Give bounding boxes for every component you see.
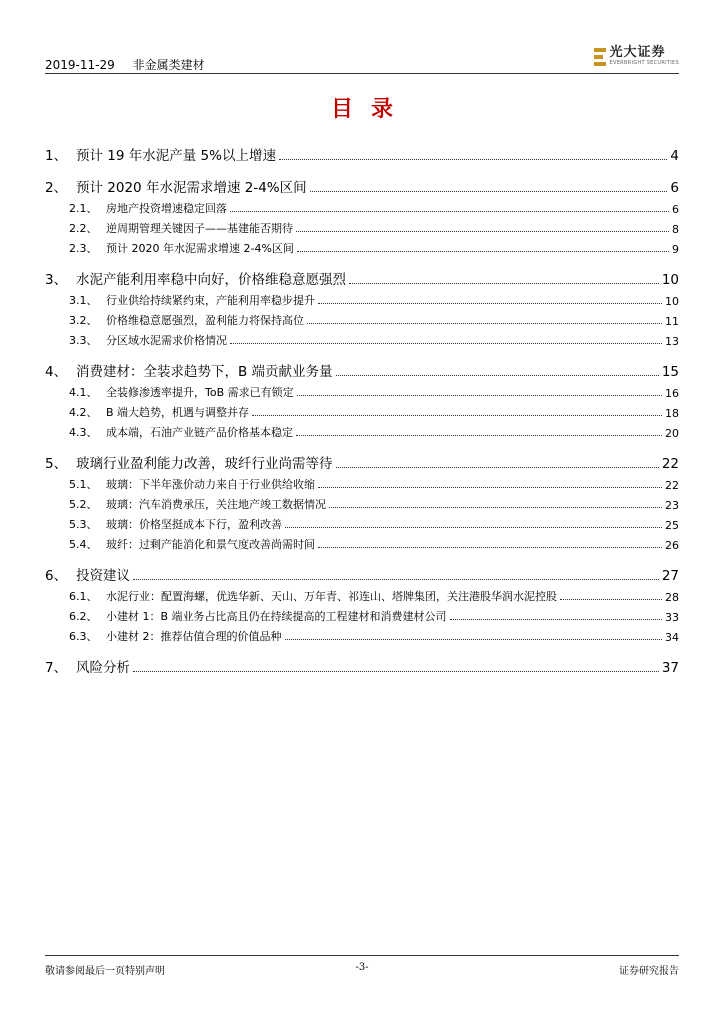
toc-number: 3.1、	[69, 294, 98, 307]
toc-subsection[interactable]	[45, 624, 679, 644]
page-number: -3-	[355, 962, 369, 973]
toc-leader-dots	[336, 375, 659, 376]
toc-page-number: 8	[672, 223, 679, 236]
toc-title: 预计 19 年水泥产量 5%以上增速	[76, 148, 276, 164]
toc-number: 7、	[45, 660, 68, 676]
toc-title: 水泥行业：配置海螺，优选华新、天山、万年青、祁连山、塔牌集团，关注港股华润水泥控股	[106, 590, 557, 603]
toc-leader-dots	[349, 283, 659, 284]
toc-title: 水泥产能利用率稳中向好，价格维稳意愿强烈	[76, 272, 346, 288]
toc-page-number: 22	[665, 479, 679, 492]
report-category: 非金属类建材	[132, 58, 205, 72]
toc-title: 消费建材：全装求趋势下，B 端贡献业务量	[76, 364, 333, 380]
toc-title: 玻璃：下半年涨价动力来自于行业供给收缩	[106, 478, 315, 491]
logo-mark-icon	[594, 48, 606, 66]
company-logo	[594, 46, 679, 67]
toc-page-number: 22	[661, 456, 679, 472]
toc-page-number: 6	[672, 203, 679, 216]
toc-page-number: 6	[670, 180, 679, 196]
toc-subsection[interactable]	[45, 584, 679, 604]
footer-report-type: 证券研究报告	[619, 966, 679, 977]
toc-page-number: 25	[665, 519, 679, 532]
toc-leader-dots	[230, 211, 669, 212]
toc-page-number: 23	[665, 499, 679, 512]
toc-subsection[interactable]	[45, 420, 679, 440]
toc-leader-dots	[133, 671, 659, 672]
toc-title: 全装修渗透率提升，ToB 需求已有锁定	[106, 386, 294, 399]
toc-number: 6、	[45, 568, 68, 584]
toc-leader-dots	[450, 619, 662, 620]
toc-section[interactable]	[45, 560, 679, 584]
toc-section[interactable]	[45, 264, 679, 288]
toc-section[interactable]	[45, 140, 679, 164]
toc-number: 5.4、	[69, 538, 98, 551]
toc-leader-dots	[318, 303, 662, 304]
toc-number: 3.3、	[69, 334, 98, 347]
toc-leader-dots	[307, 323, 662, 324]
toc-subsection[interactable]	[45, 328, 679, 348]
toc-subsection[interactable]	[45, 492, 679, 512]
toc-page-number: 15	[661, 364, 679, 380]
toc-title: 预计 2020 年水泥需求增速 2-4%区间	[76, 180, 307, 196]
toc-title: 投资建议	[76, 568, 130, 584]
toc-leader-dots	[252, 415, 662, 416]
toc-section[interactable]	[45, 356, 679, 380]
toc-page-number: 20	[665, 427, 679, 440]
toc-subsection[interactable]	[45, 532, 679, 552]
toc-page-number: 37	[661, 660, 679, 676]
toc-leader-dots	[285, 527, 662, 528]
toc-section[interactable]	[45, 172, 679, 196]
page-title: 目录	[330, 97, 411, 122]
toc-page-number: 33	[665, 611, 679, 624]
toc-title: 行业供给持续紧约束，产能利用率稳步提升	[106, 294, 315, 307]
toc-title: 小建材 1：B 端业务占比高且仍在持续提高的工程建材和消费建材公司	[106, 610, 447, 623]
toc-leader-dots	[296, 435, 662, 436]
toc-page-number: 11	[665, 315, 679, 328]
toc-subsection[interactable]	[45, 236, 679, 256]
footer-divider	[45, 955, 679, 956]
toc-page-number: 9	[672, 243, 679, 256]
toc-number: 5、	[45, 456, 68, 472]
toc-leader-dots	[318, 487, 662, 488]
toc-title: 玻璃：价格坚挺成本下行，盈利改善	[106, 518, 282, 531]
toc-number: 6.1、	[69, 590, 98, 603]
toc-leader-dots	[329, 507, 662, 508]
toc-leader-dots	[279, 159, 667, 160]
toc-leader-dots	[297, 251, 669, 252]
toc-leader-dots	[310, 191, 668, 192]
toc-page-number: 10	[665, 295, 679, 308]
toc-page-number: 26	[665, 539, 679, 552]
toc-leader-dots	[285, 639, 663, 640]
logo-english-name: EVERBRIGHT SECURITIES	[609, 60, 679, 66]
toc-subsection[interactable]	[45, 604, 679, 624]
toc-title: 玻璃：汽车消费承压，关注地产竣工数据情况	[106, 498, 326, 511]
page-header	[45, 40, 679, 74]
header-divider	[45, 73, 679, 74]
toc-page-number: 10	[661, 272, 679, 288]
toc-subsection[interactable]	[45, 308, 679, 328]
toc-number: 2.2、	[69, 222, 98, 235]
toc-subsection[interactable]	[45, 472, 679, 492]
toc-leader-dots	[560, 599, 662, 600]
toc-title: 预计 2020 年水泥需求增速 2-4%区间	[106, 242, 294, 255]
toc-title: 价格维稳意愿强烈，盈利能力将保持高位	[106, 314, 304, 327]
toc-page-number: 34	[665, 631, 679, 644]
toc-subsection[interactable]	[45, 288, 679, 308]
toc-number: 1、	[45, 148, 68, 164]
toc-subsection[interactable]	[45, 400, 679, 420]
toc-title: 房地产投资增速稳定回落	[106, 202, 227, 215]
toc-section[interactable]	[45, 652, 679, 676]
toc-number: 3、	[45, 272, 68, 288]
toc-title: 成本端，石油产业链产品价格基本稳定	[106, 426, 293, 439]
toc-leader-dots	[133, 579, 659, 580]
toc-number: 6.3、	[69, 630, 98, 643]
toc-number: 6.2、	[69, 610, 98, 623]
toc-leader-dots	[296, 231, 669, 232]
toc-number: 5.3、	[69, 518, 98, 531]
toc-title: 分区域水泥需求价格情况	[106, 334, 227, 347]
toc-page-number: 28	[665, 591, 679, 604]
toc-subsection[interactable]	[45, 216, 679, 236]
toc-title: 小建材 2：推荐估值合理的价值品种	[106, 630, 282, 643]
toc-number: 4.2、	[69, 406, 98, 419]
toc-leader-dots	[230, 343, 662, 344]
toc-subsection[interactable]	[45, 512, 679, 532]
toc-subsection[interactable]	[45, 196, 679, 216]
toc-leader-dots	[318, 547, 662, 548]
table-of-contents	[45, 140, 679, 676]
toc-page-number: 4	[670, 148, 679, 164]
toc-number: 5.1、	[69, 478, 98, 491]
report-date: 2019-11-29	[45, 58, 115, 72]
toc-leader-dots	[336, 467, 659, 468]
toc-number: 2.1、	[69, 202, 98, 215]
toc-number: 3.2、	[69, 314, 98, 327]
toc-subsection[interactable]	[45, 380, 679, 400]
toc-title: 逆周期管理关键因子——基建能否期待	[106, 222, 293, 235]
toc-number: 4.3、	[69, 426, 98, 439]
footer-disclaimer: 敬请参阅最后一页特别声明	[45, 966, 165, 977]
toc-title: 风险分析	[76, 660, 130, 676]
logo-chinese-name: 光大证券	[609, 45, 666, 60]
toc-page-number: 13	[665, 335, 679, 348]
toc-page-number: 27	[661, 568, 679, 584]
toc-title: 玻璃行业盈利能力改善，玻纤行业尚需等待	[76, 456, 333, 472]
toc-page-number: 18	[665, 407, 679, 420]
toc-title: 玻纤：过剩产能消化和景气度改善尚需时间	[106, 538, 315, 551]
toc-number: 2、	[45, 180, 68, 196]
toc-title: B 端大趋势，机遇与调整并存	[106, 406, 250, 419]
toc-page-number: 16	[665, 387, 679, 400]
toc-number: 4.1、	[69, 386, 98, 399]
header-text	[45, 56, 219, 73]
toc-number: 2.3、	[69, 242, 98, 255]
toc-number: 4、	[45, 364, 68, 380]
toc-section[interactable]	[45, 448, 679, 472]
toc-number: 5.2、	[69, 498, 98, 511]
page-footer	[45, 955, 679, 982]
toc-leader-dots	[297, 395, 662, 396]
